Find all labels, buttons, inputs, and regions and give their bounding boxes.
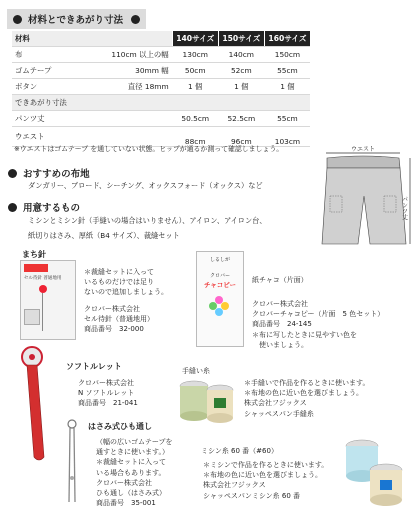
- hand-thread-text-line: 株式会社フジックス: [244, 399, 307, 408]
- roulette-icon: [14, 345, 58, 465]
- bodkin-text-line: いる場合もあります。: [96, 468, 166, 477]
- roulette-text-line: N ソフトルレット: [78, 389, 135, 398]
- pin-package-logo: [24, 264, 48, 272]
- table-row: [12, 47, 310, 63]
- hand-thread-text-line: ＊手縫いで作品を作るときに使います。: [244, 379, 370, 387]
- pin-label: まち針: [22, 250, 46, 259]
- chalk-package-brand: クロバー: [209, 273, 230, 279]
- pin-shaft-icon: [42, 293, 43, 331]
- row-name: ゴムテープ: [12, 63, 76, 79]
- pin-head-icon: [39, 285, 47, 293]
- cell-value: 1 個: [218, 79, 264, 95]
- cell-value: 103cm: [264, 127, 310, 147]
- col-size-160: 160サイズ: [264, 31, 310, 47]
- bodkin-text-line: ＊裁縫セットに入って: [96, 458, 166, 467]
- bullet-dot: [131, 15, 140, 24]
- chalk-text-line: ＊布に写したときに見やすい色を: [252, 330, 357, 339]
- cell-value: 96cm: [218, 127, 264, 147]
- table-row: [12, 79, 310, 95]
- bodkin-text-line: ひも通し（はさみ式）: [96, 489, 166, 498]
- pants-diagram: [318, 146, 414, 256]
- cell-value: 52cm: [218, 63, 264, 79]
- chalk-package-top: しるしが: [209, 257, 230, 263]
- chalk-flower-icon: [209, 296, 229, 316]
- table-row: [12, 63, 310, 79]
- pin-text-line: 商品番号 32-000: [84, 325, 144, 334]
- pin-text-line: ないので追加しましょう。: [84, 288, 168, 297]
- roulette-text: [78, 378, 138, 409]
- chalk-text: [252, 299, 384, 350]
- hand-thread-text-line: シャッペスパン手縫糸: [244, 409, 314, 418]
- cell-value: 55cm: [264, 111, 310, 127]
- pin-box-icon: [24, 309, 40, 325]
- chalk-package-name: チャコピー: [203, 281, 237, 289]
- row-name: パンツ丈: [12, 111, 76, 127]
- machine-thread-text-line: ＊布地の色に近い色を選びましょう。: [203, 471, 322, 480]
- pin-text: [84, 267, 168, 334]
- bullet-dot: [13, 15, 22, 24]
- bodkin-label: はさみ式ひも通し: [88, 422, 152, 431]
- table-header-row: [12, 31, 310, 47]
- hand-thread-text-line: ＊布地の色に近い色を選びましょう。: [244, 389, 363, 398]
- section-size-header: [7, 9, 146, 29]
- cell-value: 1 個: [264, 79, 310, 95]
- bullet-dot: [8, 203, 17, 212]
- machine-thread-label: ミシン糸 60 番（#60）: [201, 447, 278, 455]
- waist-note: ※ウエストはゴムテープ を通していない状態。ヒップが通るか測って確認しましょう。: [14, 145, 284, 153]
- bullet-dot: [8, 169, 17, 178]
- roulette-label: ソフトルレット: [66, 362, 122, 371]
- pin-package-image: [20, 260, 76, 340]
- fabric-text: ダンガリー、ブロード、シーチング、オックスフォード（オックス）など: [28, 181, 263, 190]
- waistband: [327, 156, 400, 168]
- cell-value: 88cm: [172, 127, 218, 147]
- chalk-label: 紙チャコ（片面）: [252, 276, 308, 284]
- cell-value: 140cm: [218, 47, 264, 63]
- bodkin-text: [96, 437, 173, 508]
- pin-text-line: いるものだけでは足り: [84, 278, 154, 287]
- row-name: ウエスト: [12, 127, 76, 147]
- section-tools-title: 用意するもの: [23, 203, 81, 214]
- machine-thread-text-line: 株式会社フジックス: [203, 481, 266, 490]
- cell-value: 55cm: [264, 63, 310, 79]
- bodkin-text-line: （幅の広いゴムテープを: [96, 438, 173, 446]
- finished-label: できあがり寸法: [12, 95, 310, 111]
- chalk-text-line: クロバー株式会社: [252, 300, 308, 308]
- hand-thread-spools-icon: [176, 378, 238, 424]
- pin-text-line: セル待針（普通地用）: [84, 314, 154, 323]
- section-fabric-header: [8, 166, 90, 180]
- cell-value: 150cm: [264, 47, 310, 63]
- chalk-text-line: 使いましょう。: [252, 340, 308, 349]
- section-tools-header: [8, 200, 80, 214]
- pin-text-line: クロバー株式会社: [84, 304, 140, 313]
- bodkin-text-line: クロバー株式会社: [96, 478, 152, 487]
- chalk-package-image: [196, 251, 244, 347]
- row-spec: 30mm 幅: [76, 63, 172, 79]
- pin-package-name: セル待針 普通地用: [24, 276, 62, 281]
- chalk-text-line: クロバーチャコピー（片面 5 色セット）: [252, 310, 385, 319]
- row-name: ボタン: [12, 79, 76, 95]
- row-spec: 直径 18mm: [76, 79, 172, 95]
- machine-thread-text-line: シャッペスパンミシン糸 60 番: [203, 491, 301, 500]
- machine-thread-text: [203, 460, 328, 501]
- machine-thread-spools-icon: [340, 438, 410, 510]
- roulette-text-line: 商品番号 21-041: [78, 399, 138, 408]
- length-label: パンツ丈: [400, 196, 408, 220]
- hand-thread-text: [244, 378, 369, 419]
- bodkin-text-line: 商品番号 35-001: [96, 499, 156, 508]
- section-size-title: 材料とできあがり寸法: [28, 15, 124, 26]
- row-name: 布: [12, 47, 76, 63]
- col-size-140: 140サイズ: [172, 31, 218, 47]
- pants-body: [322, 168, 406, 244]
- cell-value: 1 個: [172, 79, 218, 95]
- size-table: [12, 31, 310, 147]
- cell-value: 50.5cm: [172, 111, 218, 127]
- chalk-text-line: 商品番号 24-145: [252, 320, 312, 329]
- hand-thread-label: 手縫い糸: [182, 367, 210, 375]
- col-material: 材料: [12, 31, 172, 47]
- row-spec: 110cm 以上の幅: [76, 47, 172, 63]
- col-size-150: 150サイズ: [218, 31, 264, 47]
- machine-thread-text-line: ＊ミシンで作品を作るときに使います。: [203, 461, 329, 469]
- tools-line: 紙切りはさみ、厚紙（B4 サイズ）、裁縫セット: [28, 231, 180, 240]
- pin-text-line: ＊裁縫セットに入って: [84, 268, 154, 276]
- cell-value: 130cm: [172, 47, 218, 63]
- bodkin-text-line: 通すときに使います。）: [96, 448, 169, 457]
- tools-line: ミシンとミシン針（手縫いの場合はいりません）、アイロン、アイロン台、: [28, 216, 267, 225]
- roulette-text-line: クロバー株式会社: [78, 379, 134, 387]
- waist-label: ウエスト: [350, 146, 376, 153]
- cell-value: 50cm: [172, 63, 218, 79]
- bodkin-icon: [62, 418, 82, 508]
- table-row: [12, 111, 310, 127]
- section-fabric-title: おすすめの布地: [23, 169, 90, 180]
- cell-value: 52.5cm: [218, 111, 264, 127]
- table-subheader-row: [12, 95, 310, 111]
